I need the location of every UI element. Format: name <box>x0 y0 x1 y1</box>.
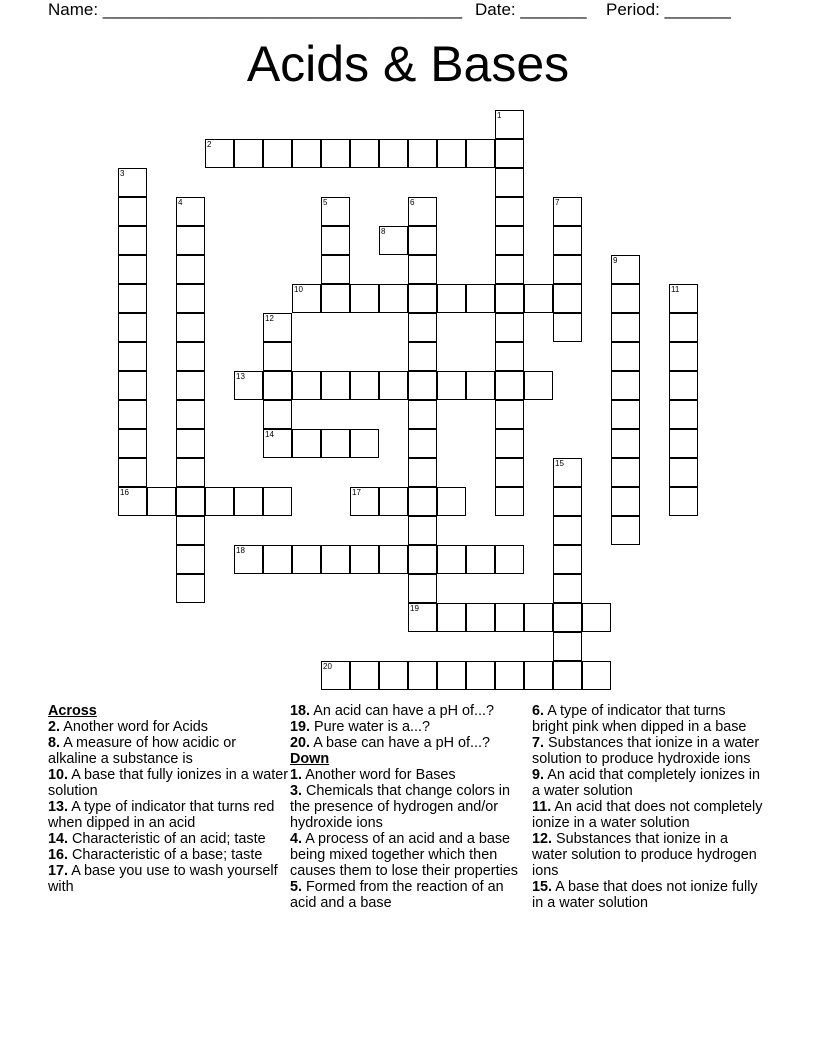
crossword-cell[interactable] <box>611 371 640 400</box>
crossword-cell[interactable] <box>408 226 437 255</box>
crossword-cell[interactable] <box>553 458 582 487</box>
crossword-cell[interactable] <box>408 342 437 371</box>
clue-item: 2. Another word for Acids <box>48 719 208 735</box>
crossword-cell[interactable] <box>176 284 205 313</box>
crossword-cell[interactable] <box>524 371 553 400</box>
crossword-cell[interactable] <box>350 487 379 516</box>
clue-item: 18. An acid can have a pH of...? <box>290 703 495 719</box>
crossword-cell[interactable] <box>176 574 205 603</box>
crossword-cell[interactable] <box>292 284 321 313</box>
crossword-cell[interactable] <box>553 574 582 603</box>
crossword-cell[interactable] <box>118 342 147 371</box>
crossword-cell[interactable] <box>292 545 321 574</box>
crossword-cell[interactable] <box>176 429 205 458</box>
crossword-cell[interactable] <box>669 342 698 371</box>
crossword-cell[interactable] <box>437 487 466 516</box>
clue-item: 8. A measure of how acidic or alkaline a substance is <box>48 735 236 767</box>
clue-item: 5. Formed from the reaction of an acid and a base <box>290 879 504 911</box>
crossword-cell[interactable] <box>321 661 350 690</box>
crossword-cell[interactable] <box>118 458 147 487</box>
crossword-cell[interactable] <box>292 371 321 400</box>
crossword-cell[interactable] <box>495 545 524 574</box>
clues-column-3 <box>532 703 764 911</box>
crossword-cell[interactable] <box>118 371 147 400</box>
clue-number: 15 <box>555 459 564 468</box>
clue-number: 17 <box>352 488 361 497</box>
crossword-cell[interactable] <box>176 255 205 284</box>
crossword-cell[interactable] <box>408 197 437 226</box>
crossword-cell[interactable] <box>408 661 437 690</box>
clue-item: 11. An acid that does not completely ionize in a water solution <box>532 799 763 831</box>
clue-number: 4. <box>290 831 303 847</box>
crossword-cell[interactable] <box>408 429 437 458</box>
crossword-cell[interactable] <box>321 284 350 313</box>
crossword-cell[interactable] <box>118 429 147 458</box>
clue-number: 18. <box>290 703 311 719</box>
crossword-cell[interactable] <box>292 139 321 168</box>
crossword-cell[interactable] <box>321 197 350 226</box>
crossword-cell[interactable] <box>611 284 640 313</box>
clue-number: 9. <box>532 767 545 783</box>
crossword-cell[interactable] <box>669 400 698 429</box>
date-field-label: Date: _______ <box>475 0 587 19</box>
clue-number: 20 <box>323 662 332 671</box>
crossword-cell[interactable] <box>611 255 640 284</box>
crossword-cell[interactable] <box>437 284 466 313</box>
crossword-cell[interactable] <box>408 458 437 487</box>
crossword-cell[interactable] <box>263 342 292 371</box>
crossword-cell[interactable] <box>553 255 582 284</box>
crossword-cell[interactable] <box>437 139 466 168</box>
clue-number: 17. <box>48 863 69 879</box>
clue-item: 17. A base you use to wash yourself with <box>48 863 278 895</box>
down-heading: Down <box>290 751 330 767</box>
crossword-cell[interactable] <box>263 313 292 342</box>
clue-number: 6 <box>410 198 415 207</box>
crossword-cell[interactable] <box>350 661 379 690</box>
crossword-cell[interactable] <box>408 371 437 400</box>
crossword-cell[interactable] <box>553 661 582 690</box>
name-field-label: Name: ______________________________________ <box>48 0 463 19</box>
clue-number: 2. <box>48 719 61 735</box>
clue-number: 12 <box>265 314 274 323</box>
clue-number: 14 <box>265 430 274 439</box>
clue-number: 8 <box>381 227 386 236</box>
clue-item: 1. Another word for Bases <box>290 767 456 783</box>
clue-number: 3. <box>290 783 303 799</box>
clue-number: 16 <box>120 488 129 497</box>
crossword-cell[interactable] <box>466 284 495 313</box>
clue-number: 19 <box>410 604 419 613</box>
crossword-cell[interactable] <box>408 603 437 632</box>
crossword-cell[interactable] <box>350 371 379 400</box>
crossword-cell[interactable] <box>408 516 437 545</box>
clues-column-2 <box>290 703 530 911</box>
crossword-cell[interactable] <box>437 545 466 574</box>
crossword-cell[interactable] <box>553 545 582 574</box>
clue-item: 9. An acid that completely ionizes in a water solution <box>532 767 760 799</box>
crossword-cell[interactable] <box>234 487 263 516</box>
crossword-cell[interactable] <box>611 313 640 342</box>
crossword-cell[interactable] <box>118 487 147 516</box>
crossword-cell[interactable] <box>466 139 495 168</box>
crossword-cell[interactable] <box>176 371 205 400</box>
clue-item: 15. A base that does not ionize fully in a water solution <box>532 879 758 911</box>
crossword-cell[interactable] <box>495 371 524 400</box>
crossword-cell[interactable] <box>176 487 205 516</box>
clue-number: 4 <box>178 198 183 207</box>
period-field-label: Period: _______ <box>606 0 731 19</box>
clue-number: 13 <box>236 372 245 381</box>
clue-number: 10. <box>48 767 69 783</box>
clue-item: 14. Characteristic of an acid; taste <box>48 831 266 847</box>
crossword-cell[interactable] <box>176 545 205 574</box>
crossword-cell[interactable] <box>466 545 495 574</box>
crossword-cell[interactable] <box>495 197 524 226</box>
clue-item: 7. Substances that ionize in a water solution to produce hydroxide ions <box>532 735 760 767</box>
crossword-cell[interactable] <box>408 139 437 168</box>
crossword-cell[interactable] <box>582 603 611 632</box>
crossword-cell[interactable] <box>495 400 524 429</box>
crossword-cell[interactable] <box>495 342 524 371</box>
crossword-cell[interactable] <box>234 139 263 168</box>
crossword-cell[interactable] <box>611 342 640 371</box>
crossword-cell[interactable] <box>495 487 524 516</box>
crossword-cell[interactable] <box>408 313 437 342</box>
crossword-cell[interactable] <box>553 487 582 516</box>
crossword-cell[interactable] <box>379 371 408 400</box>
clue-number: 13. <box>48 799 69 815</box>
crossword-cell[interactable] <box>321 139 350 168</box>
crossword-cell[interactable] <box>234 371 263 400</box>
crossword-cell[interactable] <box>669 284 698 313</box>
clue-item: 4. A process of an acid and a base being mixed together which then causes them to lose their properties <box>290 831 518 879</box>
crossword-cell[interactable] <box>263 400 292 429</box>
crossword-cell[interactable] <box>582 661 611 690</box>
crossword-cell[interactable] <box>321 226 350 255</box>
clue-number: 10 <box>294 285 303 294</box>
clue-number: 12. <box>532 831 553 847</box>
clue-number: 1. <box>290 767 303 783</box>
crossword-cell[interactable] <box>408 574 437 603</box>
clue-item: 13. A type of indicator that turns red when dipped in an acid <box>48 799 275 831</box>
page-title: Acids & Bases <box>246 36 570 92</box>
crossword-cell[interactable] <box>495 139 524 168</box>
crossword-cell[interactable] <box>611 487 640 516</box>
clue-number: 5. <box>290 879 303 895</box>
crossword-cell[interactable] <box>553 516 582 545</box>
clue-item: 6. A type of indicator that turns bright pink when dipped in a base <box>532 703 747 735</box>
crossword-cell[interactable] <box>466 371 495 400</box>
crossword-cell[interactable] <box>611 458 640 487</box>
crossword-cell[interactable] <box>176 400 205 429</box>
clue-item: 20. A base can have a pH of...? <box>290 735 491 751</box>
crossword-cell[interactable] <box>553 603 582 632</box>
crossword-cell[interactable] <box>379 661 408 690</box>
crossword-cell[interactable] <box>408 487 437 516</box>
clue-item: 3. Chemicals that change colors in the presence of hydrogen and/or hydroxide ions <box>290 783 510 831</box>
crossword-cell[interactable] <box>408 255 437 284</box>
crossword-cell[interactable] <box>263 139 292 168</box>
crossword-cell[interactable] <box>553 197 582 226</box>
clue-number: 16. <box>48 847 69 863</box>
crossword-cell[interactable] <box>524 603 553 632</box>
crossword-cell[interactable] <box>495 168 524 197</box>
crossword-cell[interactable] <box>350 139 379 168</box>
crossword-cell[interactable] <box>553 226 582 255</box>
crossword-cell[interactable] <box>408 284 437 313</box>
crossword-cell[interactable] <box>437 603 466 632</box>
clue-number: 7. <box>532 735 545 751</box>
clue-number: 9 <box>613 256 618 265</box>
crossword-cell[interactable] <box>379 545 408 574</box>
crossword-cell[interactable] <box>379 139 408 168</box>
crossword-cell[interactable] <box>611 400 640 429</box>
crossword-cell[interactable] <box>118 284 147 313</box>
crossword-cell[interactable] <box>176 313 205 342</box>
clue-number: 7 <box>555 198 560 207</box>
crossword-cell[interactable] <box>263 371 292 400</box>
crossword-cell[interactable] <box>176 458 205 487</box>
clue-number: 18 <box>236 546 245 555</box>
crossword-cell[interactable] <box>495 603 524 632</box>
clue-number: 15. <box>532 879 553 895</box>
clue-number: 2 <box>207 140 212 149</box>
crossword-cell[interactable] <box>495 255 524 284</box>
crossword-cell[interactable] <box>263 545 292 574</box>
crossword-cell[interactable] <box>669 313 698 342</box>
crossword-cell[interactable] <box>118 197 147 226</box>
crossword-cell[interactable] <box>669 371 698 400</box>
clue-number: 19. <box>290 719 311 735</box>
crossword-cell[interactable] <box>669 458 698 487</box>
crossword-cell[interactable] <box>263 429 292 458</box>
crossword-cell[interactable] <box>118 255 147 284</box>
crossword-cell[interactable] <box>495 661 524 690</box>
crossword-cell[interactable] <box>176 226 205 255</box>
clue-number: 6. <box>532 703 545 719</box>
crossword-cell[interactable] <box>118 400 147 429</box>
crossword-cell[interactable] <box>669 429 698 458</box>
clues-column-1 <box>48 703 288 895</box>
crossword-cell[interactable] <box>408 545 437 574</box>
crossword-cell[interactable] <box>495 110 524 139</box>
crossword-cell[interactable] <box>176 342 205 371</box>
crossword-cell[interactable] <box>292 429 321 458</box>
crossword-cell[interactable] <box>524 284 553 313</box>
crossword-cell[interactable] <box>524 661 553 690</box>
across-heading: Across <box>48 703 97 719</box>
crossword-cell[interactable] <box>553 632 582 661</box>
crossword-cell[interactable] <box>147 487 176 516</box>
clue-number: 11 <box>671 285 680 294</box>
clue-item: 10. A base that fully ionizes in a water solution <box>48 767 288 799</box>
crossword-cell[interactable] <box>553 313 582 342</box>
crossword-cell[interactable] <box>466 603 495 632</box>
clue-item: 12. Substances that ionize in a water solution to produce hydrogen ions <box>532 831 757 879</box>
crossword-cell[interactable] <box>408 400 437 429</box>
crossword-cell[interactable] <box>379 284 408 313</box>
crossword-cell[interactable] <box>669 487 698 516</box>
crossword-cell[interactable] <box>379 226 408 255</box>
crossword-cell[interactable] <box>205 487 234 516</box>
crossword-cell[interactable] <box>118 168 147 197</box>
crossword-cell[interactable] <box>176 197 205 226</box>
crossword-cell[interactable] <box>495 313 524 342</box>
crossword-cell[interactable] <box>495 226 524 255</box>
clue-item: 19. Pure water is a...? <box>290 719 430 735</box>
crossword-cell[interactable] <box>437 661 466 690</box>
crossword-cell[interactable] <box>466 661 495 690</box>
crossword-cell[interactable] <box>321 429 350 458</box>
crossword-cell[interactable] <box>205 139 234 168</box>
crossword-cell[interactable] <box>611 516 640 545</box>
crossword-cell[interactable] <box>350 284 379 313</box>
clue-number: 3 <box>120 169 125 178</box>
clue-number: 8. <box>48 735 61 751</box>
crossword-cell[interactable] <box>350 545 379 574</box>
clue-number: 11. <box>532 799 552 815</box>
crossword-cell[interactable] <box>495 458 524 487</box>
crossword-cell[interactable] <box>553 284 582 313</box>
crossword-cell[interactable] <box>379 487 408 516</box>
clue-item: 16. Characteristic of a base; taste <box>48 847 263 863</box>
crossword-cell[interactable] <box>321 545 350 574</box>
crossword-cell[interactable] <box>263 487 292 516</box>
clue-number: 14. <box>48 831 69 847</box>
crossword-cell[interactable] <box>118 313 147 342</box>
crossword-cell[interactable] <box>321 371 350 400</box>
clue-number: 20. <box>290 735 311 751</box>
crossword-cell[interactable] <box>321 255 350 284</box>
crossword-cell[interactable] <box>611 429 640 458</box>
crossword-cell[interactable] <box>495 429 524 458</box>
crossword-cell[interactable] <box>350 429 379 458</box>
crossword-cell[interactable] <box>437 371 466 400</box>
crossword-cell[interactable] <box>118 226 147 255</box>
crossword-cell[interactable] <box>495 284 524 313</box>
clue-number: 1 <box>497 111 502 120</box>
crossword-cell[interactable] <box>234 545 263 574</box>
clue-number: 5 <box>323 198 328 207</box>
crossword-cell[interactable] <box>176 516 205 545</box>
